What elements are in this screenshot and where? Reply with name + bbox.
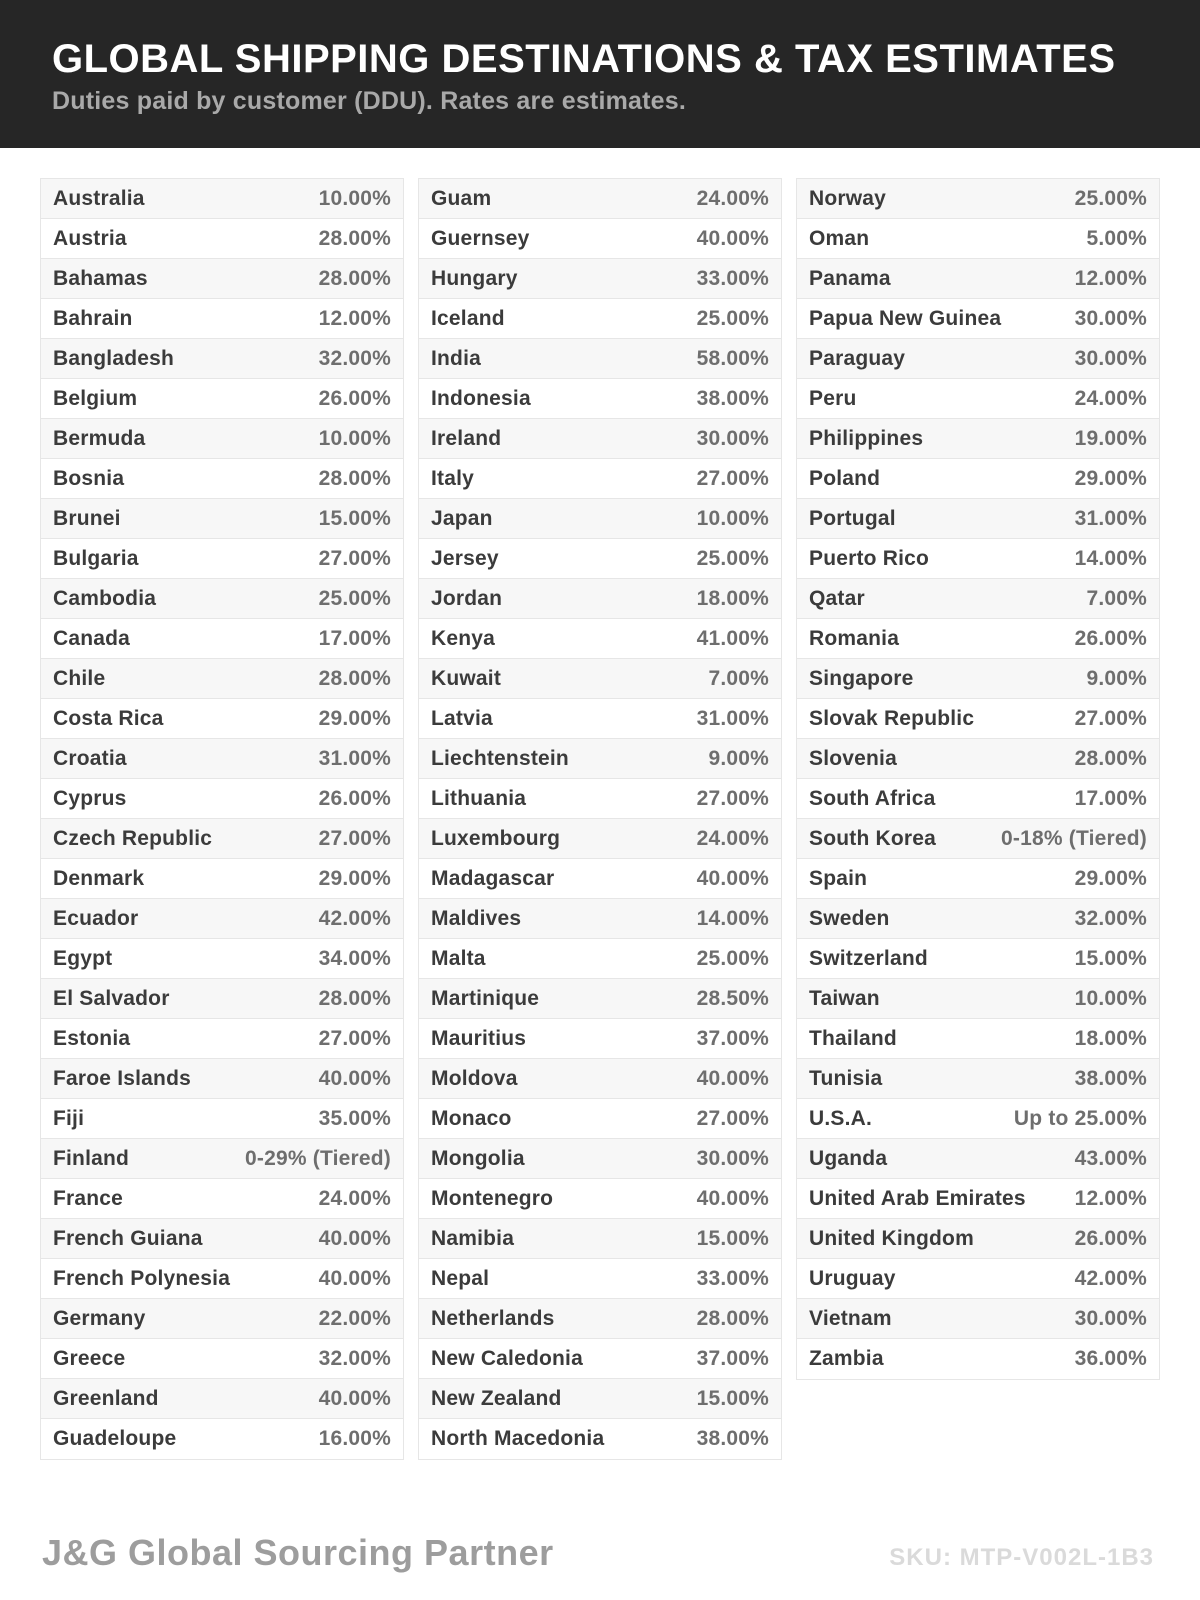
country-name: Namibia bbox=[431, 1226, 515, 1250]
country-name: El Salvador bbox=[53, 986, 170, 1010]
tax-rate: 25.00% bbox=[696, 306, 769, 330]
country-name: Qatar bbox=[809, 586, 865, 610]
tax-row bbox=[797, 1179, 1159, 1219]
tax-row bbox=[41, 499, 403, 539]
tax-row bbox=[419, 979, 781, 1019]
country-name: Vietnam bbox=[809, 1306, 892, 1330]
country-name: United Arab Emirates bbox=[809, 1186, 1026, 1210]
country-name: Jordan bbox=[431, 586, 503, 610]
country-name: Australia bbox=[53, 186, 145, 210]
tax-row bbox=[419, 699, 781, 739]
tax-row bbox=[419, 459, 781, 499]
country-name: New Caledonia bbox=[431, 1346, 583, 1370]
country-name: Czech Republic bbox=[53, 826, 213, 850]
country-name: Bahrain bbox=[53, 306, 133, 330]
country-name: Belgium bbox=[53, 386, 138, 410]
tax-rate: 26.00% bbox=[1074, 1226, 1147, 1250]
tax-rate: 24.00% bbox=[696, 186, 769, 210]
tax-row bbox=[797, 979, 1159, 1019]
tax-row bbox=[797, 1259, 1159, 1299]
tax-row bbox=[41, 459, 403, 499]
tax-row bbox=[419, 1019, 781, 1059]
country-name: Faroe Islands bbox=[53, 1066, 191, 1090]
country-name: Kuwait bbox=[431, 666, 502, 690]
tax-row bbox=[797, 379, 1159, 419]
tax-rate: 28.50% bbox=[696, 986, 769, 1010]
tax-rate: 27.00% bbox=[696, 1106, 769, 1130]
page-subtitle: Duties paid by customer (DDU). Rates are estimates. bbox=[52, 86, 687, 115]
country-name: Cyprus bbox=[53, 786, 127, 810]
tax-row bbox=[797, 219, 1159, 259]
tax-rate: 38.00% bbox=[1074, 1066, 1147, 1090]
country-name: Thailand bbox=[809, 1026, 897, 1050]
tax-row bbox=[419, 499, 781, 539]
sku-label: SKU: MTP-V002L-1B3 bbox=[889, 1544, 1154, 1571]
tax-row bbox=[797, 259, 1159, 299]
tax-row bbox=[797, 819, 1159, 859]
tax-rate: 18.00% bbox=[1074, 1026, 1147, 1050]
tax-rate: 5.00% bbox=[1086, 226, 1147, 250]
tax-rate: 40.00% bbox=[318, 1066, 391, 1090]
tax-rate: 37.00% bbox=[696, 1346, 769, 1370]
tax-row bbox=[797, 939, 1159, 979]
country-name: Indonesia bbox=[431, 386, 531, 410]
tax-row bbox=[797, 1299, 1159, 1339]
tax-row bbox=[797, 459, 1159, 499]
tax-rate: 10.00% bbox=[318, 186, 391, 210]
tax-row bbox=[419, 1179, 781, 1219]
tax-row bbox=[419, 1139, 781, 1179]
tax-rate: 9.00% bbox=[708, 746, 769, 770]
country-name: France bbox=[53, 1186, 124, 1210]
tax-rate: 31.00% bbox=[318, 746, 391, 770]
tax-column-3 bbox=[796, 178, 1160, 1380]
country-name: U.S.A. bbox=[809, 1106, 873, 1130]
country-name: Egypt bbox=[53, 946, 113, 970]
tax-rate: Up to 25.00% bbox=[1013, 1106, 1147, 1130]
tax-rate: 30.00% bbox=[696, 426, 769, 450]
tax-rate: 27.00% bbox=[318, 546, 391, 570]
tax-rate: 30.00% bbox=[1074, 346, 1147, 370]
tax-rate: 38.00% bbox=[696, 1427, 769, 1450]
country-name: Ireland bbox=[431, 426, 502, 450]
tax-row bbox=[41, 379, 403, 419]
tax-rate: 25.00% bbox=[696, 946, 769, 970]
tax-row bbox=[41, 1299, 403, 1339]
tax-row bbox=[41, 859, 403, 899]
tax-rate: 15.00% bbox=[1074, 946, 1147, 970]
tax-rate: 14.00% bbox=[1074, 546, 1147, 570]
country-name: South Korea bbox=[809, 826, 937, 850]
tax-row bbox=[419, 859, 781, 899]
country-name: Cambodia bbox=[53, 586, 157, 610]
country-name: Bosnia bbox=[53, 466, 125, 490]
tax-row bbox=[797, 739, 1159, 779]
tax-row bbox=[41, 539, 403, 579]
country-name: Oman bbox=[809, 226, 870, 250]
tax-rate: 28.00% bbox=[318, 466, 391, 490]
country-name: Peru bbox=[809, 386, 857, 410]
tax-rate: 14.00% bbox=[696, 906, 769, 930]
tax-row bbox=[419, 1419, 781, 1459]
tax-rate: 26.00% bbox=[318, 386, 391, 410]
tax-row bbox=[797, 1139, 1159, 1179]
tax-rate: 35.00% bbox=[318, 1106, 391, 1130]
tax-rate: 26.00% bbox=[1074, 626, 1147, 650]
tax-rate: 27.00% bbox=[696, 786, 769, 810]
tax-column-1 bbox=[40, 178, 404, 1460]
tax-rate: 41.00% bbox=[696, 626, 769, 650]
tax-rate: 27.00% bbox=[318, 1026, 391, 1050]
country-name: Slovak Republic bbox=[809, 706, 975, 730]
tax-rate: 40.00% bbox=[696, 866, 769, 890]
country-name: Italy bbox=[431, 466, 475, 490]
tax-row bbox=[797, 699, 1159, 739]
page-footer bbox=[42, 1532, 1154, 1574]
tax-row bbox=[419, 1099, 781, 1139]
tax-rate: 7.00% bbox=[708, 666, 769, 690]
tax-rate: 40.00% bbox=[696, 1066, 769, 1090]
tax-row bbox=[419, 1339, 781, 1379]
tax-row bbox=[419, 259, 781, 299]
tax-row bbox=[797, 419, 1159, 459]
country-name: Panama bbox=[809, 266, 891, 290]
tax-row bbox=[419, 1259, 781, 1299]
tax-column-2 bbox=[418, 178, 782, 1460]
tax-row bbox=[419, 1059, 781, 1099]
tax-rate: 38.00% bbox=[696, 386, 769, 410]
tax-row bbox=[797, 859, 1159, 899]
tax-rate: 16.00% bbox=[318, 1427, 391, 1450]
tax-rate: 33.00% bbox=[696, 266, 769, 290]
country-name: Martinique bbox=[431, 986, 540, 1010]
tax-row bbox=[419, 1299, 781, 1339]
country-name: Moldova bbox=[431, 1066, 518, 1090]
tax-row bbox=[797, 1059, 1159, 1099]
tax-rate: 10.00% bbox=[1074, 986, 1147, 1010]
country-name: Estonia bbox=[53, 1026, 131, 1050]
tax-row bbox=[419, 819, 781, 859]
tax-row bbox=[797, 659, 1159, 699]
country-name: Uruguay bbox=[809, 1266, 896, 1290]
tax-rate: 12.00% bbox=[1074, 1186, 1147, 1210]
country-name: Portugal bbox=[809, 506, 896, 530]
tax-rate: 27.00% bbox=[1074, 706, 1147, 730]
tax-rate: 36.00% bbox=[1074, 1347, 1147, 1370]
tax-rate: 24.00% bbox=[1074, 386, 1147, 410]
tax-row bbox=[41, 979, 403, 1019]
tax-rate: 42.00% bbox=[1074, 1266, 1147, 1290]
tax-row bbox=[419, 419, 781, 459]
tax-rate: 27.00% bbox=[696, 466, 769, 490]
tax-rate: 17.00% bbox=[1074, 786, 1147, 810]
country-name: Tunisia bbox=[809, 1066, 883, 1090]
tax-row bbox=[797, 299, 1159, 339]
tax-row bbox=[419, 379, 781, 419]
tax-row bbox=[41, 1379, 403, 1419]
tax-row bbox=[41, 299, 403, 339]
country-name: Bermuda bbox=[53, 426, 146, 450]
tax-rate: 34.00% bbox=[318, 946, 391, 970]
country-name: India bbox=[431, 346, 482, 370]
country-name: Philippines bbox=[809, 426, 924, 450]
country-name: Poland bbox=[809, 466, 881, 490]
tax-row bbox=[797, 1099, 1159, 1139]
tax-rate: 0-18% (Tiered) bbox=[1001, 826, 1147, 850]
tax-rate: 32.00% bbox=[1074, 906, 1147, 930]
tax-rate: 25.00% bbox=[696, 546, 769, 570]
country-name: Taiwan bbox=[809, 986, 880, 1010]
tax-rate: 28.00% bbox=[1074, 746, 1147, 770]
tax-rate: 37.00% bbox=[696, 1026, 769, 1050]
country-name: Paraguay bbox=[809, 346, 906, 370]
tax-table bbox=[40, 178, 1160, 1460]
country-name: Malta bbox=[431, 946, 486, 970]
tax-rate: 29.00% bbox=[318, 866, 391, 890]
tax-rate: 28.00% bbox=[318, 666, 391, 690]
tax-rate: 29.00% bbox=[1074, 466, 1147, 490]
tax-rate: 29.00% bbox=[318, 706, 391, 730]
tax-row bbox=[419, 179, 781, 219]
country-name: Mongolia bbox=[431, 1146, 525, 1170]
tax-rate: 25.00% bbox=[1074, 186, 1147, 210]
tax-row bbox=[419, 339, 781, 379]
tax-rate: 18.00% bbox=[696, 586, 769, 610]
tax-rate: 15.00% bbox=[696, 1226, 769, 1250]
tax-row bbox=[797, 1019, 1159, 1059]
tax-row bbox=[41, 339, 403, 379]
country-name: Montenegro bbox=[431, 1186, 554, 1210]
country-name: Finland bbox=[53, 1146, 130, 1170]
country-name: Sweden bbox=[809, 906, 890, 930]
country-name: Costa Rica bbox=[53, 706, 164, 730]
tax-rate: 30.00% bbox=[1074, 306, 1147, 330]
country-name: Fiji bbox=[53, 1106, 85, 1130]
tax-row bbox=[419, 779, 781, 819]
tax-row bbox=[419, 539, 781, 579]
tax-rate: 40.00% bbox=[696, 1186, 769, 1210]
tax-row bbox=[797, 499, 1159, 539]
country-name: Papua New Guinea bbox=[809, 306, 1002, 330]
tax-row bbox=[41, 739, 403, 779]
country-name: Bangladesh bbox=[53, 346, 175, 370]
country-name: Germany bbox=[53, 1306, 146, 1330]
country-name: Netherlands bbox=[431, 1306, 555, 1330]
country-name: Norway bbox=[809, 186, 887, 210]
tax-row bbox=[419, 579, 781, 619]
country-name: Guernsey bbox=[431, 226, 530, 250]
country-name: Jersey bbox=[431, 546, 499, 570]
tax-rate: 40.00% bbox=[318, 1226, 391, 1250]
tax-row bbox=[41, 419, 403, 459]
tax-row bbox=[41, 1339, 403, 1379]
tax-row bbox=[797, 579, 1159, 619]
tax-rate: 25.00% bbox=[318, 586, 391, 610]
tax-rate: 22.00% bbox=[318, 1306, 391, 1330]
tax-rate: 30.00% bbox=[1074, 1306, 1147, 1330]
tax-rate: 15.00% bbox=[696, 1386, 769, 1410]
country-name: Romania bbox=[809, 626, 900, 650]
tax-rate: 17.00% bbox=[318, 626, 391, 650]
country-name: Mauritius bbox=[431, 1026, 527, 1050]
tax-row bbox=[797, 539, 1159, 579]
tax-row bbox=[41, 1019, 403, 1059]
tax-row bbox=[41, 659, 403, 699]
tax-rate: 32.00% bbox=[318, 346, 391, 370]
tax-row bbox=[419, 1219, 781, 1259]
page-title: GLOBAL SHIPPING DESTINATIONS & TAX ESTIMATES bbox=[52, 36, 1116, 81]
country-name: Japan bbox=[431, 506, 493, 530]
country-name: Luxembourg bbox=[431, 826, 561, 850]
tax-rate: 29.00% bbox=[1074, 866, 1147, 890]
country-name: Switzerland bbox=[809, 946, 928, 970]
country-name: Kenya bbox=[431, 626, 496, 650]
tax-row bbox=[797, 1339, 1159, 1379]
country-name: United Kingdom bbox=[809, 1226, 974, 1250]
tax-rate: 7.00% bbox=[1086, 586, 1147, 610]
tax-rate: 30.00% bbox=[696, 1146, 769, 1170]
country-name: Maldives bbox=[431, 906, 522, 930]
tax-rate: 27.00% bbox=[318, 826, 391, 850]
country-name: Lithuania bbox=[431, 786, 527, 810]
tax-row bbox=[419, 739, 781, 779]
tax-rate: 28.00% bbox=[696, 1306, 769, 1330]
tax-rate: 28.00% bbox=[318, 986, 391, 1010]
tax-row bbox=[41, 1219, 403, 1259]
country-name: Latvia bbox=[431, 706, 493, 730]
tax-row bbox=[419, 899, 781, 939]
tax-rate: 42.00% bbox=[318, 906, 391, 930]
tax-rate: 24.00% bbox=[318, 1186, 391, 1210]
tax-row bbox=[41, 1179, 403, 1219]
country-name: Slovenia bbox=[809, 746, 897, 770]
country-name: South Africa bbox=[809, 786, 936, 810]
tax-row bbox=[41, 1099, 403, 1139]
tax-row bbox=[419, 219, 781, 259]
country-name: Zambia bbox=[809, 1347, 884, 1370]
country-name: Madagascar bbox=[431, 866, 555, 890]
tax-rate: 0-29% (Tiered) bbox=[245, 1146, 391, 1170]
country-name: Canada bbox=[53, 626, 131, 650]
country-name: Spain bbox=[809, 866, 868, 890]
tax-row bbox=[797, 779, 1159, 819]
tax-rate: 28.00% bbox=[318, 266, 391, 290]
tax-row bbox=[41, 1059, 403, 1099]
country-name: Guam bbox=[431, 186, 492, 210]
tax-row bbox=[797, 179, 1159, 219]
country-name: Bulgaria bbox=[53, 546, 139, 570]
tax-rate: 15.00% bbox=[318, 506, 391, 530]
tax-rate: 58.00% bbox=[696, 346, 769, 370]
country-name: North Macedonia bbox=[431, 1427, 605, 1450]
tax-rate: 31.00% bbox=[696, 706, 769, 730]
brand-name: J&G Global Sourcing Partner bbox=[42, 1532, 554, 1573]
country-name: Greenland bbox=[53, 1386, 159, 1410]
country-name: Iceland bbox=[431, 306, 505, 330]
country-name: Austria bbox=[53, 226, 127, 250]
tax-row bbox=[41, 179, 403, 219]
tax-row bbox=[797, 899, 1159, 939]
country-name: Guadeloupe bbox=[53, 1427, 177, 1450]
tax-rate: 33.00% bbox=[696, 1266, 769, 1290]
tax-row bbox=[41, 1419, 403, 1459]
country-name: French Guiana bbox=[53, 1226, 203, 1250]
tax-row bbox=[41, 619, 403, 659]
country-name: Singapore bbox=[809, 666, 914, 690]
country-name: Denmark bbox=[53, 866, 145, 890]
tax-rate: 19.00% bbox=[1074, 426, 1147, 450]
country-name: French Polynesia bbox=[53, 1266, 231, 1290]
tax-row bbox=[41, 219, 403, 259]
tax-rate: 9.00% bbox=[1086, 666, 1147, 690]
country-name: Hungary bbox=[431, 266, 518, 290]
tax-row bbox=[41, 699, 403, 739]
tax-row bbox=[419, 1379, 781, 1419]
tax-row bbox=[41, 1139, 403, 1179]
country-name: Puerto Rico bbox=[809, 546, 930, 570]
tax-row bbox=[419, 659, 781, 699]
tax-rate: 31.00% bbox=[1074, 506, 1147, 530]
country-name: Chile bbox=[53, 666, 106, 690]
tax-rate: 32.00% bbox=[318, 1346, 391, 1370]
tax-row bbox=[41, 899, 403, 939]
country-name: Liechtenstein bbox=[431, 746, 569, 770]
tax-row bbox=[797, 339, 1159, 379]
tax-row bbox=[419, 619, 781, 659]
tax-rate: 40.00% bbox=[318, 1386, 391, 1410]
tax-row bbox=[419, 299, 781, 339]
tax-rate: 26.00% bbox=[318, 786, 391, 810]
tax-rate: 10.00% bbox=[318, 426, 391, 450]
tax-rate: 12.00% bbox=[318, 306, 391, 330]
tax-row bbox=[41, 779, 403, 819]
page-header bbox=[0, 0, 1200, 148]
tax-rate: 28.00% bbox=[318, 226, 391, 250]
tax-row bbox=[419, 939, 781, 979]
tax-rate: 10.00% bbox=[696, 506, 769, 530]
tax-rate: 24.00% bbox=[696, 826, 769, 850]
country-name: Croatia bbox=[53, 746, 127, 770]
tax-rate: 40.00% bbox=[696, 226, 769, 250]
tax-rate: 40.00% bbox=[318, 1266, 391, 1290]
country-name: Monaco bbox=[431, 1106, 512, 1130]
country-name: Nepal bbox=[431, 1266, 490, 1290]
country-name: Uganda bbox=[809, 1146, 888, 1170]
tax-row bbox=[41, 1259, 403, 1299]
tax-row bbox=[41, 939, 403, 979]
country-name: Bahamas bbox=[53, 266, 148, 290]
tax-row bbox=[797, 1219, 1159, 1259]
country-name: Ecuador bbox=[53, 906, 139, 930]
country-name: Brunei bbox=[53, 506, 121, 530]
country-name: Greece bbox=[53, 1346, 126, 1370]
tax-rate: 12.00% bbox=[1074, 266, 1147, 290]
tax-row bbox=[41, 819, 403, 859]
tax-rate: 43.00% bbox=[1074, 1146, 1147, 1170]
tax-row bbox=[797, 619, 1159, 659]
country-name: New Zealand bbox=[431, 1386, 562, 1410]
tax-row bbox=[41, 579, 403, 619]
tax-row bbox=[41, 259, 403, 299]
